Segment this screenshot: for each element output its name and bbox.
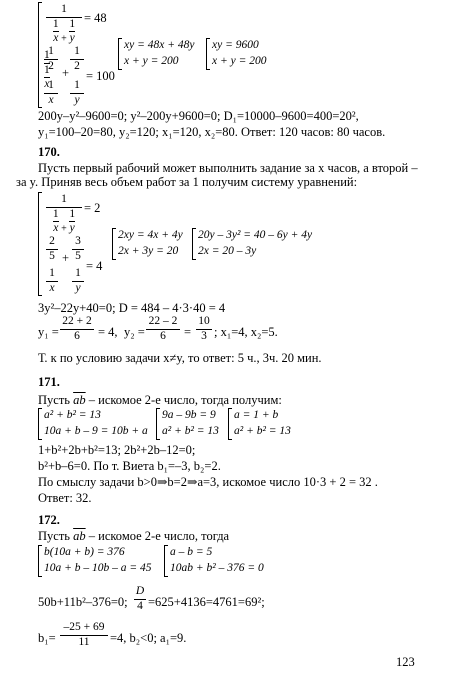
system-brace: [156, 408, 160, 440]
system-brace: [118, 38, 122, 70]
system-brace: [206, 38, 210, 70]
denominator: $\frac{1}{x}$ + $\frac{1}{y}$: [52, 17, 76, 44]
text-line: Т. к по условию задачи x≠y, то ответ: 5 ч., 3ч. 20 мин.: [38, 351, 322, 365]
fraction: 1 x: [44, 80, 58, 106]
answer: Ответ: 32.: [38, 491, 92, 505]
text-line: 200y–y²–9600=0; y²–200y+9600=0; D₁=10000–9600=400=20²,: [38, 109, 359, 123]
problem-number: 172.: [38, 513, 60, 527]
fraction: D 4: [135, 585, 145, 612]
equation-rhs: = 48: [84, 11, 107, 25]
fraction: 22 + 2 6: [60, 316, 94, 342]
equation-rhs: = 4: [86, 259, 103, 273]
compound-fraction: $\frac{1}{\frac{1}{x}}$: [44, 49, 50, 90]
equation-rhs: = 100: [86, 69, 115, 83]
fraction: 1 2: [70, 46, 84, 72]
text-line: b²+b–6=0. По т. Виета b₁=–3, b₂=2.: [38, 459, 221, 473]
system-brace: [38, 192, 42, 296]
fraction: 3 5: [72, 236, 84, 262]
fraction: –25 + 69 11: [60, 622, 108, 648]
fraction: 10 3: [196, 316, 212, 342]
text-line: Пусть $\overline{ab}$ – искомое 2-е число, тогда получим:: [38, 393, 282, 407]
text-line: 50b+11b²–376=0;: [38, 595, 128, 609]
problem-number: 171.: [38, 375, 60, 389]
system-brace: [164, 545, 168, 577]
fraction: 1 2: [44, 46, 58, 72]
system-brace: [228, 408, 232, 440]
fraction: 2 5: [46, 236, 58, 262]
text-line: y₁=100–20=80, y₂=120; x₁=120, x₂=80. Ответ: 120 часов: 80 часов.: [38, 125, 386, 139]
page-number: 123: [396, 655, 415, 669]
compound-fraction: [46, 4, 82, 45]
textbook-page: 1 $\frac{1}{x}$ + $\frac{1}{y}$ = 48 $\frac{1}{\frac{1}{x}}$ 1 2 + 1 2 1 x 1 y = 100 xy = 48x + 48y x + y = 200 xy = 9600 x + y = 200 200y–y²–9600=0; y²–200y+9600=0; D₁=10000–9600=400=20², y₁=100–20=80, y₂=120; x₁=120, x₂=80. Ответ: 120 часов: 80 часов. 170. Пусть первый рабочий может выполнить задание за x часов, а второй – за y. Приняв весь объем работ за 1 получим систему уравнений: 1 $\frac{1}{x}$ + $\frac{1}{y}$ = 2 2 5 + 3 5 1 x 1 y = 4 2xy = 4x + 4y 2x + 3y = 20 20y – 3y² = 40 – 6y + 4y 2x = 20 – 3y 3y²–22y+40=0; D = 484 – 4·3·40 = 4 y₁ = 22 + 2 6 = 4, y₂ = 22 – 2 6 = 10 3 ; x₁=4, x₂=5. Т. к по условию задачи x≠y, то ответ: 5 ч., 3ч. 20 мин. 171. Пусть $\overline{ab}$ – искомое 2-е число, тогда получим: a² + b² = 13 10a + b – 9 = 10b + a 9a – 9b = 9 a² + b² = 13 a = 1 + b a² + b² = 13 1+b²+2b+b²=13; 2b²+2b–12=0; b²+b–6=0. По т. Виета b₁=–3, b₂=2. По смыслу задачи b>0⇒b=2⇒a=3, искомое число 10·3 + 2 = 32 . Ответ: 32. 172. Пусть $\overline{ab}$ – искомое 2-е число, тогда b(10a + b) = 376 10a + b – 10b – a = 45 a – b = 5 10ab + b² – 376 = 0 50b+11b²–376=0; D 4 =625+4136=4761=69²; b₁= –25 + 69 11 =4, b₂<0; a₁=9. 123: [0, 0, 453, 693]
text-line: Пусть $\overline{ab}$ – искомое 2-е число, тогда: [38, 529, 230, 543]
equation-rhs: = 2: [84, 201, 101, 215]
fraction: 22 – 2 6: [146, 316, 180, 342]
text-line: Пусть первый рабочий может выполнить задание за x часов, а второй –: [38, 161, 418, 175]
text-line: 3y²–22y+40=0; D = 484 – 4·3·40 = 4: [38, 301, 226, 315]
system-brace: [112, 228, 116, 260]
fraction: 1 x: [46, 268, 58, 294]
fraction: 1 y: [72, 268, 84, 294]
system-brace: [192, 228, 196, 260]
problem-number: 170.: [38, 145, 60, 159]
text-line: за y. Приняв весь объем работ за 1 получим систему уравнений:: [16, 175, 358, 189]
compound-fraction: 1 $\frac{1}{x}$ + $\frac{1}{y}$: [46, 194, 82, 235]
system-brace: [38, 2, 42, 108]
system-brace: [38, 545, 42, 577]
text-line: 1+b²+2b+b²=13; 2b²+2b–12=0;: [38, 443, 196, 457]
text-line: По смыслу задачи b>0⇒b=2⇒a=3, искомое число 10·3 + 2 = 32 .: [38, 475, 378, 489]
fraction: 1 y: [70, 80, 84, 106]
numerator: 1: [61, 3, 67, 15]
system-brace: [38, 408, 42, 440]
